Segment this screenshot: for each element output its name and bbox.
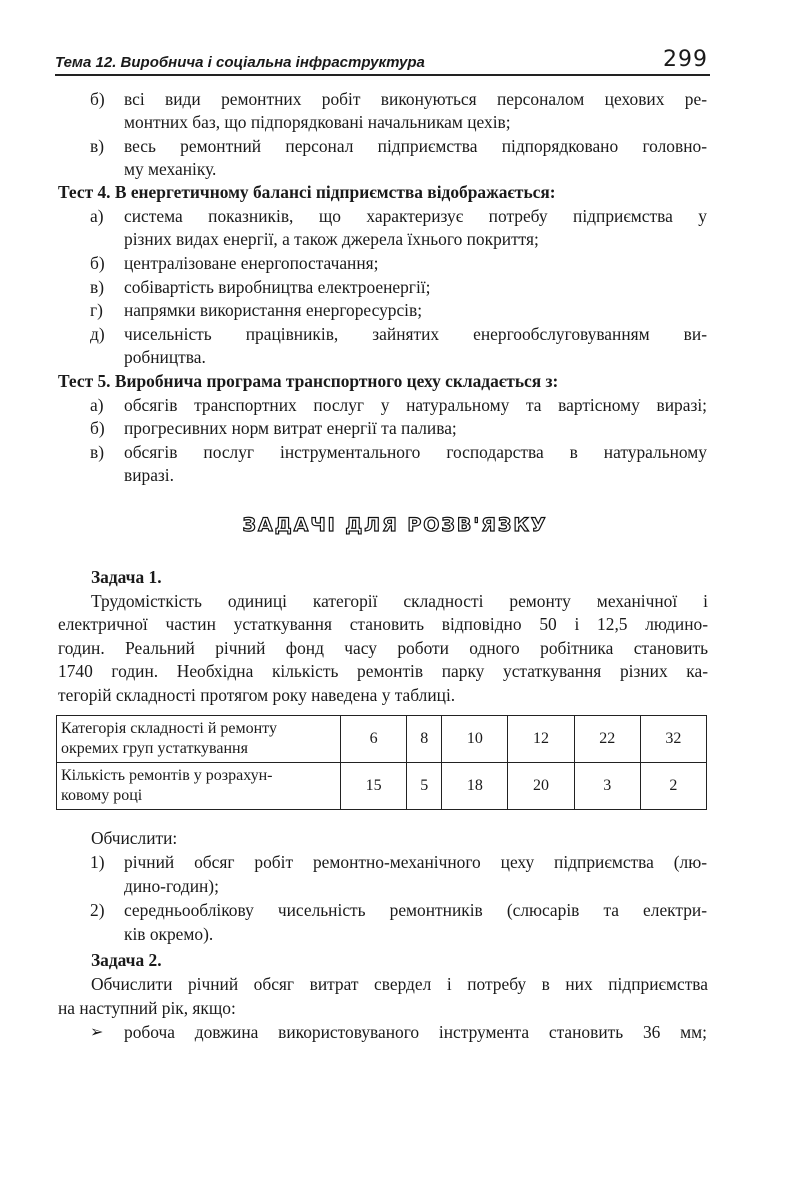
- row-header: Кількість ремонтів у розрахун- ковому році: [57, 763, 341, 810]
- item-label: в): [90, 442, 105, 462]
- item-label: 2): [90, 900, 105, 920]
- calc-heading: Обчислити:: [91, 828, 178, 848]
- text-line: система показників, що характеризує потребу підприємства у: [124, 206, 707, 226]
- item-label: 1): [90, 852, 105, 872]
- text-line: дино-годин);: [124, 876, 219, 896]
- bullet-text: робоча довжина використовуваного інструмента становить 36 мм;: [124, 1022, 707, 1042]
- section-title: ЗАДАЧІ ДЛЯ РОЗВ'ЯЗКУ: [242, 514, 548, 536]
- item-label: б): [90, 89, 105, 109]
- chapter-title: Тема 12. Виробнича і соціальна інфраструктура: [55, 54, 425, 71]
- table-cell: 15: [341, 763, 407, 810]
- text-line: робництва.: [124, 347, 206, 367]
- item-label: г): [90, 300, 103, 320]
- text-line: річний обсяг робіт ремонтно-механічного цеху підприємства (лю-: [124, 852, 707, 872]
- text-line: чисельність працівників, зайнятих енергообслуговуванням ви-: [124, 324, 707, 344]
- text-line: прогресивних норм витрат енергії та палива;: [124, 418, 457, 438]
- paragraph-line: 1740 годин. Необхідна кількість ремонтів парку устаткування різних ка-: [58, 661, 708, 681]
- test-heading: Тест 4. В енергетичному балансі підприємства відображається:: [58, 182, 556, 202]
- text-line: централізоване енергопостачання;: [124, 253, 379, 273]
- paragraph-line: Трудомісткість одиниці категорії складності ремонту механічної і: [91, 591, 708, 611]
- page-number: 299: [663, 47, 708, 72]
- table-cell: 32: [640, 716, 706, 763]
- item-label: а): [90, 206, 104, 226]
- row-header: Категорія складності й ремонту окремих груп устаткування: [57, 716, 341, 763]
- text-line: му механіку.: [124, 159, 217, 179]
- test-heading: Тест 5. Виробнича програма транспортного цеху складається з:: [58, 371, 559, 391]
- task-heading: Задача 1.: [91, 567, 162, 587]
- paragraph-line: Обчислити річний обсяг витрат свердел і потребу в них підприємства: [91, 974, 708, 994]
- running-header: [55, 44, 710, 76]
- table-cell: 12: [508, 716, 574, 763]
- table-row: [57, 763, 707, 810]
- table-cell: 18: [442, 763, 508, 810]
- arrowhead-bullet-icon: ➢: [90, 1022, 104, 1041]
- table-cell: 22: [574, 716, 640, 763]
- paragraph-line: тегорій складності протягом року наведена у таблиці.: [58, 685, 456, 705]
- item-label: б): [90, 418, 105, 438]
- text-line: обсягів транспортних послуг у натуральному та вартісному виразі;: [124, 395, 707, 415]
- text-line: всі види ремонтних робіт виконуються персоналом цехових ре-: [124, 89, 707, 109]
- text-line: різних видах енергії, а також джерела їхнього покриття;: [124, 229, 539, 249]
- table-cell: 6: [341, 716, 407, 763]
- paragraph-line: на наступний рік, якщо:: [58, 998, 236, 1018]
- item-label: б): [90, 253, 105, 273]
- repairs-table: [56, 715, 707, 810]
- table-cell: 2: [640, 763, 706, 810]
- task-heading: Задача 2.: [91, 950, 162, 970]
- paragraph-line: годин. Реальний річний фонд часу роботи одного робітника становить: [58, 638, 708, 658]
- table-row: [57, 716, 707, 763]
- item-label: а): [90, 395, 104, 415]
- table-cell: 20: [508, 763, 574, 810]
- table-cell: 3: [574, 763, 640, 810]
- item-label: в): [90, 277, 105, 297]
- text-line: виразі.: [124, 465, 174, 485]
- paragraph-line: електричної частин устаткування становить відповідно 50 і 12,5 людино-: [58, 614, 708, 634]
- text-line: монтних баз, що підпорядковані начальникам цехів;: [124, 112, 511, 132]
- item-label: д): [90, 324, 105, 344]
- text-line: обсягів послуг інструментального господарства в натуральному: [124, 442, 707, 462]
- item-label: в): [90, 136, 105, 156]
- text-line: напрямки використання енергоресурсів;: [124, 300, 423, 320]
- text-line: весь ремонтний персонал підприємства підпорядковано головно-: [124, 136, 707, 156]
- text-line: середньооблікову чисельність ремонтників (слюсарів та електри-: [124, 900, 707, 920]
- text-line: собівартість виробництва електроенергії;: [124, 277, 431, 297]
- table-cell: 5: [407, 763, 442, 810]
- table-cell: 10: [442, 716, 508, 763]
- text-line: ків окремо).: [124, 924, 214, 944]
- table-cell: 8: [407, 716, 442, 763]
